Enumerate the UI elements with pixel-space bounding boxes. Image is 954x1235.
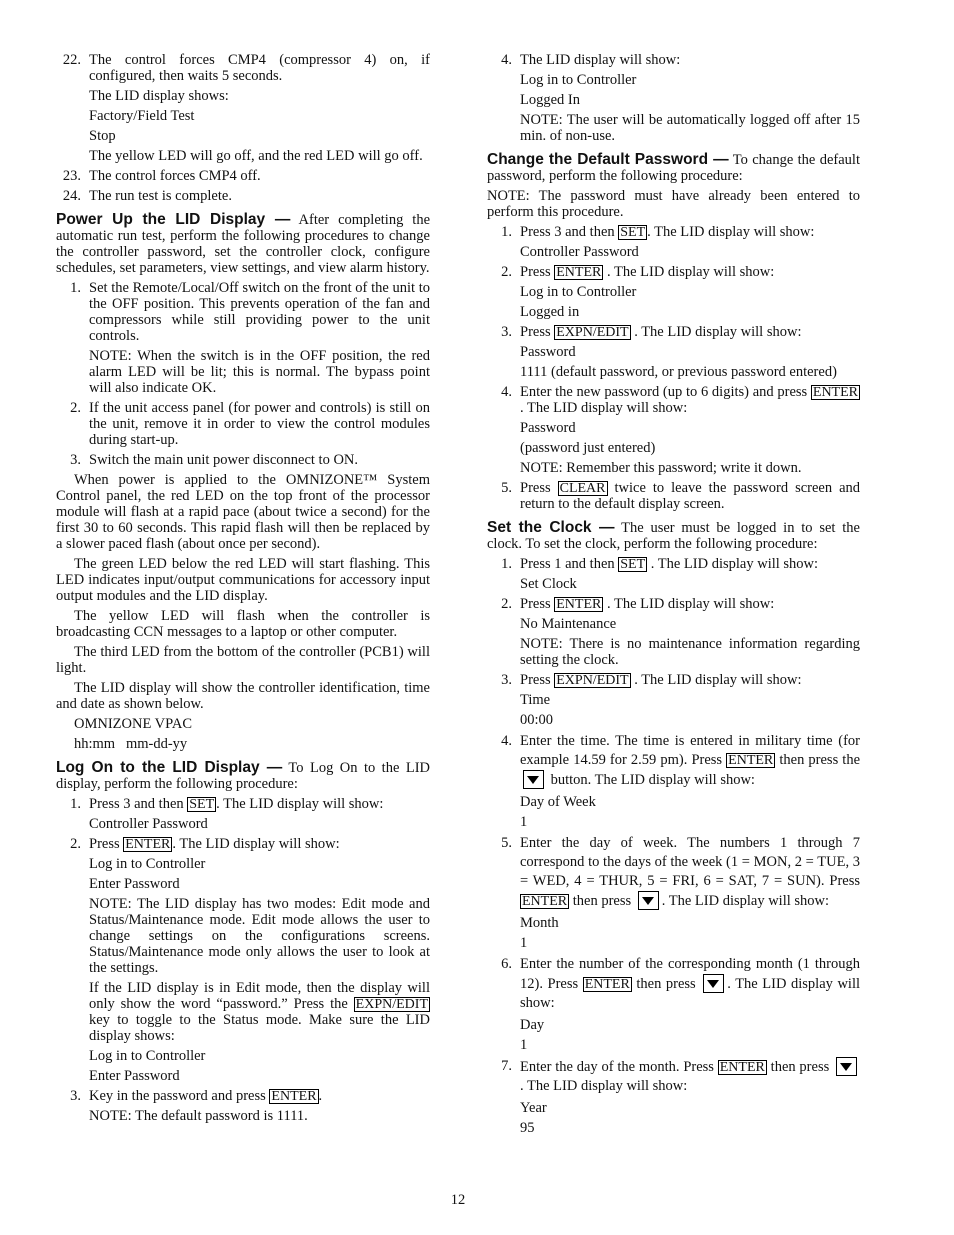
step-text: . The LID display will show:	[606, 264, 775, 280]
lid-display-text: Factory/Field Test	[89, 108, 195, 124]
change-password-section	[487, 152, 860, 184]
step-number: 1.	[501, 556, 512, 572]
section-intro: After completing the automatic run test, perform the following procedures to change the controller password, set the controller clock, configure schedules, set parameters, view settings, and view alarm history.	[56, 212, 431, 276]
step-text: Press	[520, 596, 551, 612]
step-text: Press	[520, 324, 551, 340]
step-text: then press	[636, 976, 696, 992]
step-text: The control forces CMP4 off.	[89, 168, 261, 184]
power-up-section	[56, 212, 430, 276]
enter-key: ENTER	[812, 385, 858, 400]
lid-display-text: Logged In	[520, 92, 580, 108]
section-heading: Log On to the LID Display —	[56, 759, 283, 776]
enter-key: ENTER	[125, 837, 171, 852]
list-item	[487, 556, 860, 572]
step-number: 3.	[70, 1088, 81, 1104]
step-text: then press	[572, 893, 632, 909]
section-heading: Power Up the LID Display —	[56, 211, 291, 228]
enter-key: ENTER	[556, 265, 602, 280]
step-text: Enter the day of week. The numbers 1 through 7 correspond to the days of the week (1 = MON, 2 = TUE, 3 = WED, 4 = THUR, 5 = FRI, 6 = SAT, 7 = SUN). Press	[520, 835, 860, 889]
set-key: SET	[620, 557, 646, 572]
list-item	[487, 480, 860, 512]
left-column	[56, 52, 430, 1128]
note-text: NOTE: The default password is 1111.	[89, 1108, 308, 1124]
lid-display-text: 1	[520, 814, 528, 830]
lid-display-text: Controller Password	[89, 816, 208, 832]
step-text: . The LID display will show:	[172, 836, 340, 852]
step-text: then press	[770, 1059, 830, 1075]
body-paragraph: When power is applied to the OMNIZONE™ System Control panel, the red LED on the top front of the processor module will flash at a rapid pace (about twice a second) for the first 30 to 60 seconds. This rapid flash will then be replaced by a slower paced flash (about once per second).	[56, 472, 430, 552]
section-intro: To Log On to the LID display, perform the following procedure:	[56, 760, 431, 792]
enter-key: ENTER	[522, 894, 568, 909]
lid-display-text: Set Clock	[520, 576, 577, 592]
step-number: 2.	[70, 400, 81, 416]
expn-edit-key: EXPN/EDIT	[556, 673, 629, 688]
lid-display-text: Log in to Controller	[89, 856, 206, 872]
lid-display-text: Enter Password	[89, 876, 180, 892]
step-number: 23.	[62, 168, 81, 184]
section-intro: To change the default password, perform the following procedure:	[487, 152, 860, 184]
section-heading: Change the Default Password —	[487, 151, 729, 168]
set-clock-section	[487, 520, 860, 552]
step-text: Switch the main unit power disconnect to ON.	[89, 452, 359, 468]
section-intro: The user must be logged in to set the clock. To set the clock, perform the following procedure:	[487, 520, 860, 552]
step-text: Press	[89, 836, 120, 852]
body-paragraph: The LID display will show the controller identification, time and date as shown below.	[56, 680, 430, 712]
step-text: Key in the password and press	[89, 1088, 266, 1104]
step-text: . The LID display will show:	[647, 224, 815, 240]
lid-display-text: Logged in	[520, 304, 580, 320]
lid-display-text: 95	[520, 1120, 535, 1136]
step-text: Press	[520, 480, 551, 496]
step-text: . The LID display will show:	[520, 976, 861, 1011]
lid-display-text: 1	[520, 1037, 528, 1053]
step-number: 1.	[501, 224, 512, 240]
lid-display-text: (password just entered)	[520, 440, 656, 456]
step-text: The control forces CMP4 (compressor 4) on, if configured, then waits 5 seconds.	[89, 52, 430, 84]
down-arrow-icon	[638, 891, 659, 910]
log-on-section	[56, 760, 430, 792]
note-text: NOTE: There is no maintenance information regarding setting the clock.	[520, 636, 860, 668]
lid-display-text: Log in to Controller	[89, 1048, 206, 1064]
step-text: Enter the number of the corresponding month (1 through 12). Press	[520, 956, 860, 992]
step-text: If the unit access panel (for power and controls) is still on the unit, remove it in order to view the control modules during start-up.	[89, 400, 430, 448]
step-number: 3.	[501, 324, 512, 340]
step-number: 1.	[70, 796, 81, 812]
lid-display-text: OMNIZONE VPAC	[74, 716, 193, 732]
step-number: 2.	[70, 836, 81, 852]
right-column	[487, 52, 860, 1140]
list-item	[56, 188, 430, 204]
page-number: 12	[450, 1192, 466, 1208]
step-text: Press 3 and then	[89, 796, 184, 812]
enter-key: ENTER	[728, 753, 774, 768]
step-text: Press	[520, 672, 551, 688]
list-item	[487, 52, 860, 68]
lid-display-text: Log in to Controller	[520, 72, 637, 88]
lid-display-text: Day	[520, 1017, 545, 1033]
enter-key: ENTER	[271, 1089, 317, 1104]
list-item	[487, 264, 860, 280]
step-text: Press 3 and then	[520, 224, 615, 240]
list-item	[487, 732, 860, 790]
list-item	[56, 1088, 430, 1104]
step-text: . The LID display will show:	[634, 324, 802, 340]
step-text: Enter the new password (up to 6 digits) and press	[520, 384, 808, 400]
step-text: Enter the day of the month. Press	[520, 1059, 714, 1075]
step-number: 1.	[70, 280, 81, 296]
lid-display-text: No Maintenance	[520, 616, 617, 632]
list-item	[487, 384, 860, 416]
list-item	[487, 324, 860, 340]
step-number: 22.	[62, 52, 81, 68]
expn-edit-key: EXPN/EDIT	[355, 997, 428, 1012]
enter-key: ENTER	[719, 1060, 765, 1075]
step-text: The LID display will show:	[520, 52, 681, 68]
set-key: SET	[189, 797, 215, 812]
step-text: twice to leave the password screen and return to the default display screen.	[520, 480, 861, 512]
lid-display-text: Controller Password	[520, 244, 639, 260]
note-text: NOTE: Remember this password; write it down.	[520, 460, 802, 476]
list-item	[56, 796, 430, 812]
note-text: NOTE: When the switch is in the OFF position, the red alarm LED will be lit; this is normal. The bypass point will also indicate OK.	[89, 348, 430, 396]
list-item	[56, 400, 430, 448]
step-text: . The LID display will show:	[650, 556, 819, 572]
list-item	[487, 596, 860, 612]
step-number: 3.	[501, 672, 512, 688]
note-text: NOTE: The password must have already been entered to perform this procedure.	[487, 188, 860, 220]
step-number: 5.	[501, 835, 512, 851]
step-text: . The LID display will show:	[634, 672, 802, 688]
step-number: 2.	[501, 264, 512, 280]
body-paragraph: The yellow LED will flash when the controller is broadcasting CCN messages to a laptop or other computer.	[56, 608, 430, 640]
lid-display-text: Month	[520, 915, 559, 931]
lid-display-text: 00:00	[520, 712, 554, 728]
lid-display-text: 1	[520, 935, 528, 951]
section-heading: Set the Clock —	[487, 519, 615, 536]
note-text: NOTE: The LID display has two modes: Edit mode and Status/Maintenance mode. Edit mode allows the user to change settings on the configurations screens. Status/Maintenance mode only allows the user to look at the settings.	[89, 896, 430, 976]
list-item	[56, 836, 430, 852]
step-text: then press the	[779, 752, 861, 768]
step-number: 24.	[62, 188, 81, 204]
step-text: .	[318, 1088, 323, 1104]
list-item	[56, 168, 430, 184]
lid-display-text: Year	[520, 1100, 547, 1116]
lid-display-text: Log in to Controller	[520, 284, 637, 300]
list-item	[56, 452, 430, 468]
clear-key: CLEAR	[559, 481, 606, 496]
enter-key: ENTER	[584, 977, 630, 992]
step-number: 4.	[501, 384, 512, 400]
list-item	[487, 1057, 860, 1096]
lid-display-text: 1111 (default password, or previous password entered)	[520, 364, 837, 380]
step-text: . The LID display will show:	[606, 596, 775, 612]
step-text: . The LID display will show:	[661, 893, 830, 909]
lid-display-text: hh:mm mm-dd-yy	[74, 736, 188, 752]
step-text: Set the Remote/Local/Off switch on the front of the unit to the OFF position. This prevents operation of the fan and compressors while still providing power to the unit controls.	[89, 280, 430, 344]
down-arrow-icon	[836, 1057, 857, 1076]
step-number: 4.	[501, 52, 512, 68]
step-text: Enter the time. The time is entered in military time (for example 14.59 for 2.59 pm). Press	[520, 733, 860, 768]
step-text: key to toggle to the Status mode. Make sure the LID display shows:	[89, 1012, 430, 1044]
step-text: Press	[520, 264, 551, 280]
list-item	[487, 224, 860, 240]
step-number: 4.	[501, 733, 512, 749]
set-key: SET	[620, 225, 646, 240]
step-text: Press 1 and then	[520, 556, 615, 572]
down-arrow-icon	[523, 770, 544, 789]
step-number: 2.	[501, 596, 512, 612]
lid-display-text: Stop	[89, 128, 116, 144]
step-text: The LID display shows:	[89, 88, 229, 104]
step-number: 7.	[501, 1058, 512, 1074]
down-arrow-icon	[703, 974, 724, 993]
body-paragraph: The third LED from the bottom of the controller (PCB1) will light.	[56, 644, 430, 676]
step-text: The yellow LED will go off, and the red LED will go off.	[89, 148, 423, 164]
step-text: The run test is complete.	[89, 188, 232, 204]
step-number: 6.	[501, 956, 512, 972]
list-item	[56, 280, 430, 344]
lid-display-text: Day of Week	[520, 794, 596, 810]
step-text: If the LID display is in Edit mode, then the display will only show the word “password.” Press the	[89, 980, 430, 1012]
note-text: NOTE: The user will be automatically logged off after 15 min. of non-use.	[520, 112, 860, 144]
lid-display-text: Enter Password	[89, 1068, 180, 1084]
step-text: button. The LID display will show:	[550, 772, 755, 788]
list-item	[487, 834, 860, 911]
lid-display-text: Password	[520, 420, 576, 436]
step-text: . The LID display will show:	[216, 796, 384, 812]
step-text: . The LID display will show:	[520, 400, 688, 416]
enter-key: ENTER	[556, 597, 602, 612]
list-item	[56, 52, 430, 84]
expn-edit-key: EXPN/EDIT	[556, 325, 629, 340]
step-number: 3.	[70, 452, 81, 468]
body-paragraph: The green LED below the red LED will start flashing. This LED indicates input/output communications for accessory input output modules and the LID display.	[56, 556, 430, 604]
step-number: 5.	[501, 480, 512, 496]
lid-display-text: Time	[520, 692, 551, 708]
step-text: . The LID display will show:	[520, 1078, 688, 1094]
list-item	[487, 672, 860, 688]
list-item	[487, 955, 860, 1013]
lid-display-text: Password	[520, 344, 576, 360]
